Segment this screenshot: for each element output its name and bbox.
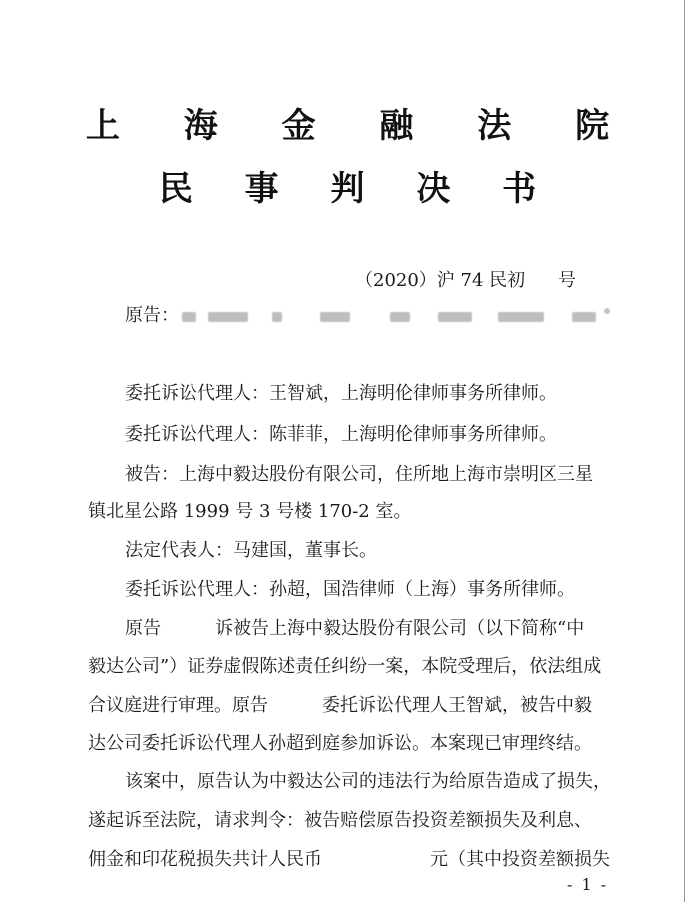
plaintiff-line: 原告： xyxy=(125,305,179,326)
redacted-plaintiff-info xyxy=(180,304,620,330)
agent-line-2: 委托诉讼代理人：陈菲菲，上海明伦律师事务所律师。 xyxy=(125,424,557,445)
defendant-line: 被告：上海中毅达股份有限公司，住所地上海市崇明区三星 xyxy=(125,464,593,485)
document-title: 民 事 判 决 书 xyxy=(158,169,557,209)
claim-paragraph-line-2: 遂起诉至法院，请求判令：被告赔偿原告投资差额损失及利息、 xyxy=(88,810,592,831)
case-paragraph-line-2: 毅达公司”）证券虚假陈述责任纠纷一案，本院受理后，依法组成 xyxy=(88,656,602,677)
case-paragraph-line-1: 原告 诉被告上海中毅达股份有限公司（以下简称“中 xyxy=(125,618,585,639)
claim-paragraph-line-3: 佣金和印花税损失共计人民币 元（其中投资差额损失 xyxy=(88,849,610,870)
case-number: （2020）沪 74 民初 xyxy=(355,270,526,291)
case-paragraph-line-3: 合议庭进行审理。原告 委托诉讼代理人王智斌，被告中毅 xyxy=(88,695,592,716)
defendant-address-line: 镇北星公路 1999 号 3 号楼 170-2 室。 xyxy=(88,501,412,522)
legal-representative-line: 法定代表人：马建国，董事长。 xyxy=(125,540,377,561)
case-paragraph-line-4: 达公司委托诉讼代理人孙超到庭参加诉讼。本案现已审理终结。 xyxy=(88,733,592,754)
claim-paragraph-line-1: 该案中，原告认为中毅达公司的违法行为给原告造成了损失， xyxy=(125,771,611,792)
defendant-agent-line: 委托诉讼代理人：孙超，国浩律师（上海）事务所律师。 xyxy=(125,579,575,600)
case-number-suffix: 号 xyxy=(558,270,576,291)
court-title: 上 海 金 融 法 院 xyxy=(85,106,636,146)
page-number: - 1 - xyxy=(567,875,609,894)
agent-line-1: 委托诉讼代理人：王智斌，上海明伦律师事务所律师。 xyxy=(125,383,557,404)
